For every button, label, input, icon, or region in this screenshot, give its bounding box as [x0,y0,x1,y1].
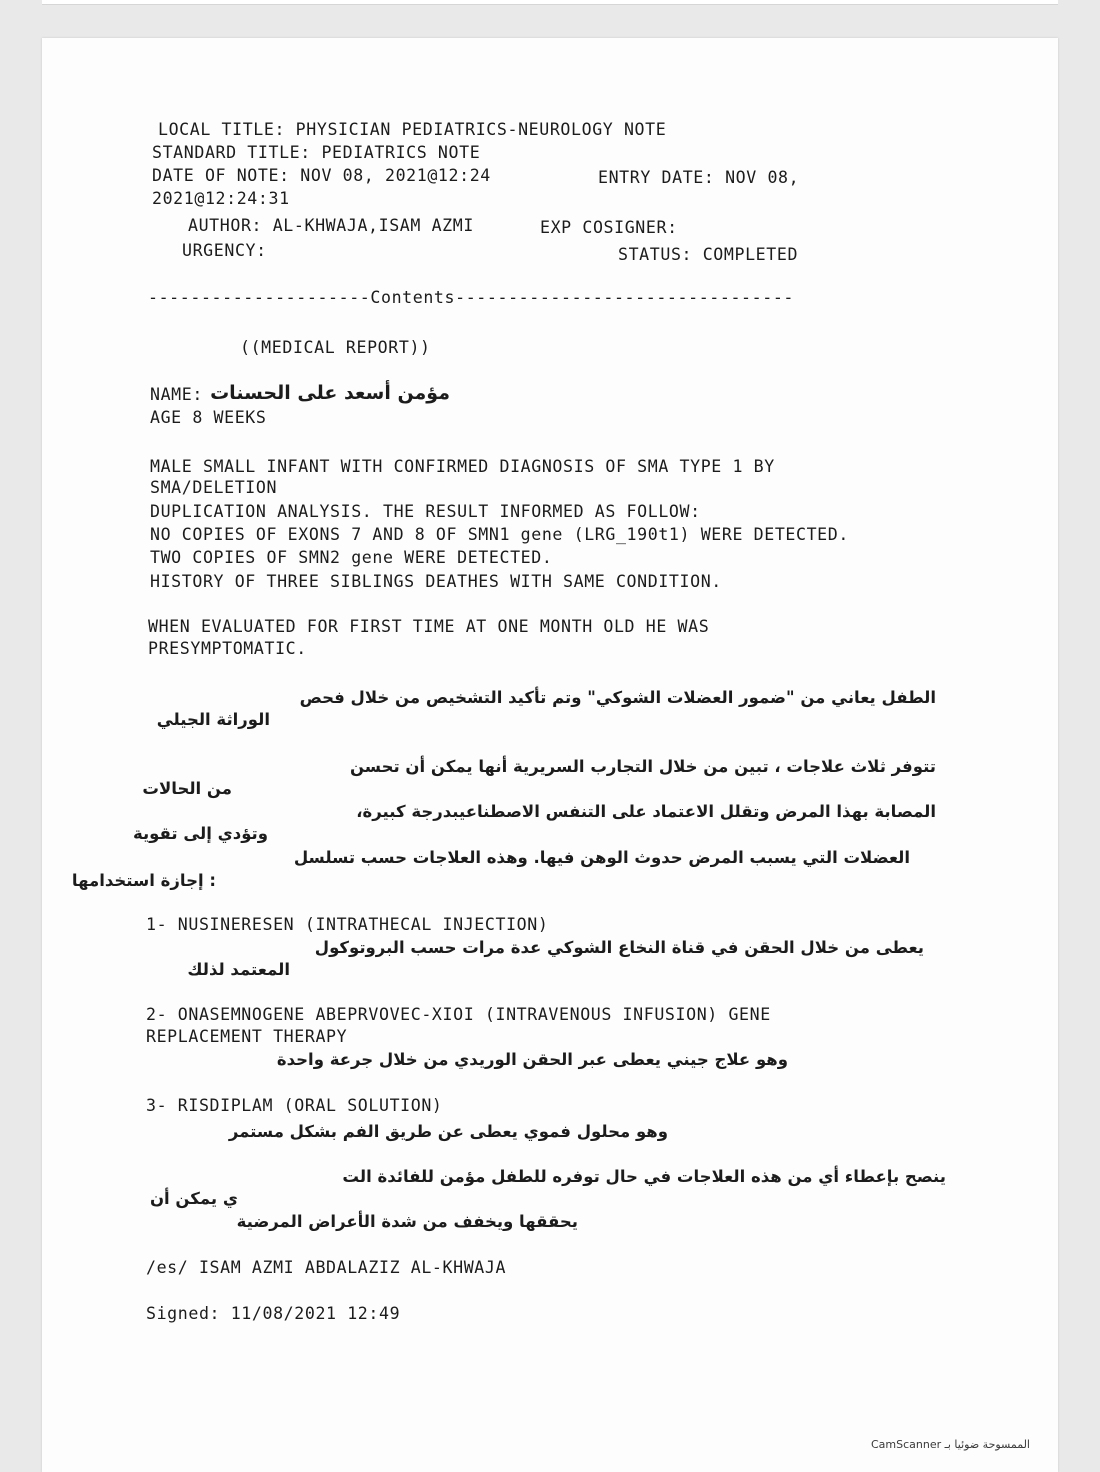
name-label: NAME: [150,385,203,404]
recommendation-line-2: ي يمكن أن [149,1189,238,1208]
camscanner-arabic: الممسوحة ضوئيا بـ [944,1438,1030,1451]
electronic-signature: /es/ ISAM AZMI ABDALAZIZ AL-KHWAJA [146,1258,507,1277]
treatment-2-arabic-line-1: وهو علاج جيني يعطى عبر الحقن الوريدي من خلال جرعة واحدة [276,1050,788,1069]
diagnosis-line-5: TWO COPIES OF SMN2 gene WERE DETECTED. [150,548,553,567]
recommendation-line-3: يحققها ويخفف من شدة الأعراض المرضية [236,1212,578,1231]
standard-title: STANDARD TITLE: PEDIATRICS NOTE [152,143,481,162]
author: AUTHOR: AL-KHWAJA,ISAM AZMI [188,216,474,235]
treatment-3-arabic-line-1: وهو محلول فموي يعطى عن طريق الفم بشكل مستمر [228,1122,668,1141]
treatment-1-arabic-line-2: المعتمد لذلك [187,960,290,979]
contents-divider: ---------------------Contents-------------------------------- [148,288,795,307]
arabic-treatments-line-3: المصابة بهذا المرض وتقلل الاعتماد على التنفس الاصطناعيبدرجة كبيرة، [356,802,936,821]
entry-time: 2021@12:24:31 [152,189,290,208]
status: STATUS: COMPLETED [618,245,799,264]
urgency: URGENCY: [182,241,267,260]
document-page [42,38,1058,1472]
local-title: LOCAL TITLE: PHYSICIAN PEDIATRICS-NEUROLOGY NOTE [158,120,667,139]
treatment-3-title: 3- RISDIPLAM (ORAL SOLUTION) [146,1096,443,1115]
diagnosis-line-1: MALE SMALL INFANT WITH CONFIRMED DIAGNOSIS OF SMA TYPE 1 BY [150,457,775,476]
arabic-intro-line-2: الوراثة الجيلي [156,710,270,729]
evaluation-line-1: WHEN EVALUATED FOR FIRST TIME AT ONE MONTH OLD HE WAS [148,617,710,636]
camscanner-brand: CamScanner [870,1438,942,1451]
arabic-treatments-line-1: تتوفر ثلاث علاجات ، تبين من خلال التجارب السريرية أنها يمكن أن تحسن [349,757,936,776]
report-title: ((MEDICAL REPORT)) [240,338,431,357]
arabic-treatments-line-5: العضلات التي يسبب المرض حدوث الوهن فيها. وهذه العلاجات حسب تسلسل [293,848,910,867]
arabic-treatments-line-6: : إجازة استخدامها [71,871,216,890]
patient-age: AGE 8 WEEKS [150,408,267,427]
evaluation-line-2: PRESYMPTOMATIC. [148,639,307,658]
date-of-note: DATE OF NOTE: NOV 08, 2021@12:24 [152,166,491,185]
diagnosis-line-3: DUPLICATION ANALYSIS. THE RESULT INFORMED AS FOLLOW: [150,502,701,521]
treatment-1-arabic-line-1: يعطى من خلال الحقن في قناة النخاع الشوكي عدة مرات حسب البروتوكول [314,938,924,957]
entry-date: ENTRY DATE: NOV 08, [598,168,800,187]
camscanner-watermark [871,1438,1030,1451]
arabic-intro-line-1: الطفل يعاني من "ضمور العضلات الشوكي" وتم تأكيد التشخيص من خلال فحص [299,688,936,707]
recommendation-line-1: ينصح بإعطاء أي من هذه العلاجات في حال توفره للطفل مؤمن للفائدة الت [342,1167,946,1186]
treatment-2-title-line-2: REPLACEMENT THERAPY [146,1027,348,1046]
exp-cosigner: EXP COSIGNER: [540,218,678,237]
signed-date: Signed: 11/08/2021 12:49 [146,1304,401,1323]
patient-name-arabic: مؤمن أسعد على الحسنات [210,382,450,404]
diagnosis-line-2: SMA/DELETION [150,478,278,497]
diagnosis-line-4: NO COPIES OF EXONS 7 AND 8 OF SMN1 gene (LRG_190t1) WERE DETECTED. [150,525,849,544]
treatment-2-title: 2- ONASEMNOGENE ABEPRVOVEC-XIOI (INTRAVENOUS INFUSION) GENE [146,1005,771,1024]
diagnosis-line-6: HISTORY OF THREE SIBLINGS DEATHES WITH SAME CONDITION. [150,572,722,591]
arabic-treatments-line-2: من الحالات [142,779,232,798]
previous-page-edge [42,0,1058,5]
treatment-1-title: 1- NUSINERESEN (INTRATHECAL INJECTION) [146,915,549,934]
arabic-treatments-line-4: وتؤدي إلى تقوية [132,824,268,843]
